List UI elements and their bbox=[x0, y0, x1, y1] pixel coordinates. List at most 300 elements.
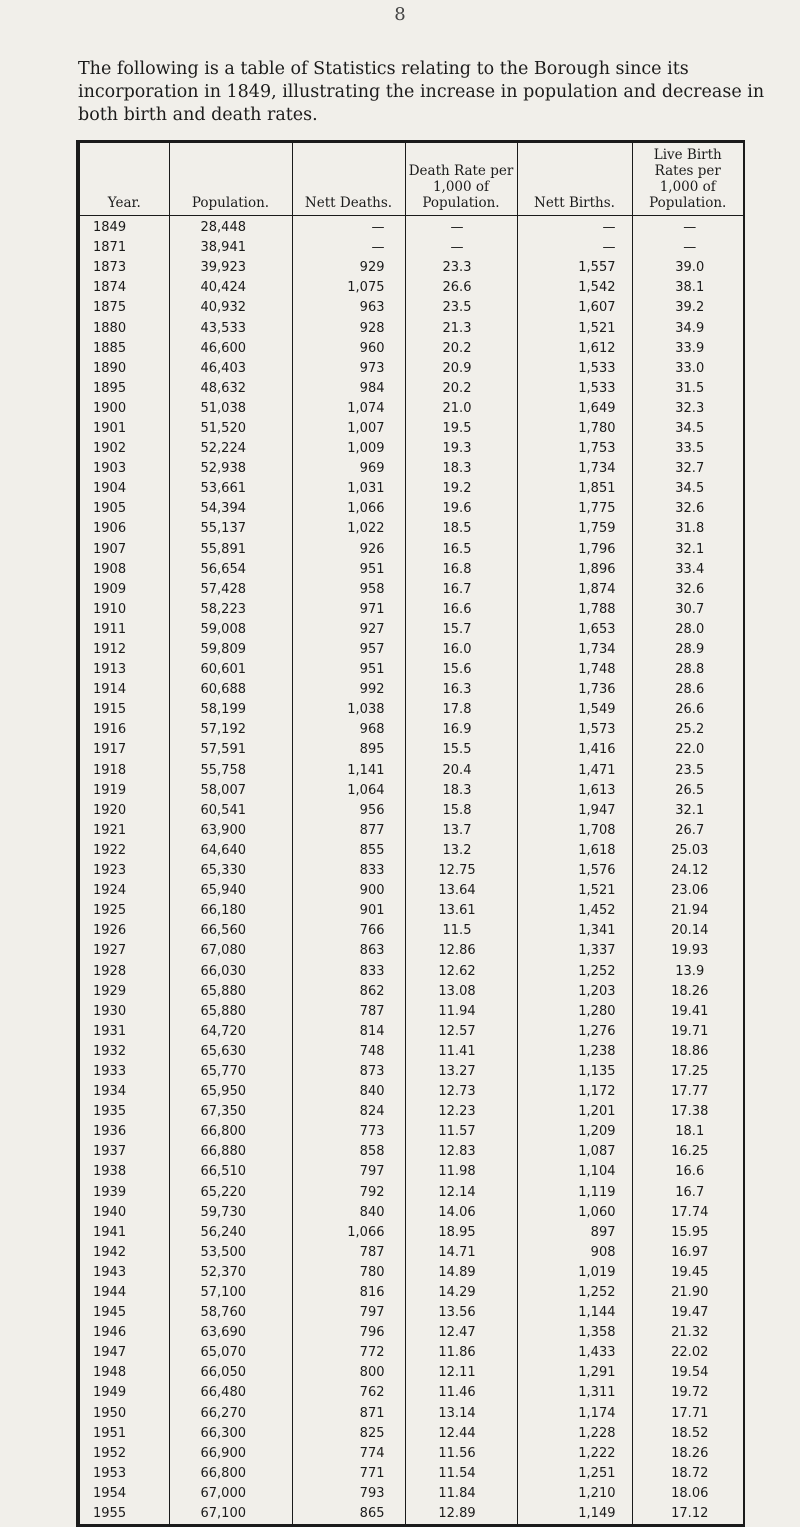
cell-year: 1923 bbox=[93, 863, 127, 879]
cell-nett-births: 1,896 bbox=[517, 560, 632, 580]
cell-death-rate: 15.8 bbox=[405, 801, 517, 821]
cell-population: 55,137 bbox=[169, 519, 292, 539]
cell-population: 54,394 bbox=[169, 499, 292, 519]
table-row bbox=[80, 781, 743, 801]
table-row bbox=[80, 379, 743, 399]
cell-population: 65,950 bbox=[169, 1082, 292, 1102]
cell-birth-rate: 25.2 bbox=[632, 720, 743, 740]
cell-nett-births: 1,135 bbox=[517, 1062, 632, 1082]
cell-nett-births: 1,416 bbox=[517, 740, 632, 760]
cell-population: 65,770 bbox=[169, 1062, 292, 1082]
cell-nett-deaths: 797 bbox=[292, 1162, 405, 1182]
cell-population: 46,600 bbox=[169, 339, 292, 359]
cell-population: 64,720 bbox=[169, 1022, 292, 1042]
cell-birth-rate: 32.1 bbox=[632, 801, 743, 821]
table-row bbox=[80, 1183, 743, 1203]
cell-population: 67,100 bbox=[169, 1504, 292, 1524]
cell-birth-rate: 18.72 bbox=[632, 1464, 743, 1484]
cell-death-rate: 16.5 bbox=[405, 540, 517, 560]
table-row bbox=[80, 740, 743, 760]
table-row bbox=[80, 499, 743, 519]
cell-nett-deaths: 1,066 bbox=[292, 499, 405, 519]
cell-birth-rate: 26.6 bbox=[632, 700, 743, 720]
cell-nett-deaths: 816 bbox=[292, 1283, 405, 1303]
cell-population: 60,601 bbox=[169, 660, 292, 680]
cell-death-rate: 20.2 bbox=[405, 379, 517, 399]
cell-nett-births: 1,280 bbox=[517, 1002, 632, 1022]
table-row bbox=[80, 761, 743, 781]
cell-birth-rate: 32.7 bbox=[632, 459, 743, 479]
cell-nett-births: 1,222 bbox=[517, 1444, 632, 1464]
cell-nett-births: 1,576 bbox=[517, 861, 632, 881]
cell-population: 60,541 bbox=[169, 801, 292, 821]
cell-year: 1931 bbox=[93, 1023, 127, 1039]
cell-year: 1920 bbox=[93, 802, 127, 818]
cell-death-rate: 26.6 bbox=[405, 278, 517, 298]
cell-nett-deaths: 787 bbox=[292, 1243, 405, 1263]
cell-year: 1903 bbox=[93, 461, 127, 477]
cell-death-rate: 12.62 bbox=[405, 961, 517, 981]
cell-birth-rate: 34.9 bbox=[632, 318, 743, 338]
cell-death-rate: — bbox=[405, 216, 517, 239]
cell-nett-births: 1,533 bbox=[517, 379, 632, 399]
cell-nett-births: 1,788 bbox=[517, 600, 632, 620]
cell-nett-deaths: 771 bbox=[292, 1464, 405, 1484]
cell-death-rate: 20.9 bbox=[405, 359, 517, 379]
cell-population: 57,192 bbox=[169, 720, 292, 740]
cell-death-rate: 13.7 bbox=[405, 821, 517, 841]
cell-nett-deaths: 774 bbox=[292, 1444, 405, 1464]
cell-nett-deaths: 863 bbox=[292, 941, 405, 961]
cell-year: 1935 bbox=[93, 1104, 127, 1120]
cell-population: 52,938 bbox=[169, 459, 292, 479]
cell-birth-rate: 18.86 bbox=[632, 1042, 743, 1062]
cell-population: 55,891 bbox=[169, 540, 292, 560]
cell-nett-births: 1,433 bbox=[517, 1343, 632, 1363]
cell-death-rate: 16.6 bbox=[405, 600, 517, 620]
cell-nett-deaths: 1,064 bbox=[292, 781, 405, 801]
cell-nett-births: 1,251 bbox=[517, 1464, 632, 1484]
cell-nett-births: 1,618 bbox=[517, 841, 632, 861]
cell-nett-births: 1,780 bbox=[517, 419, 632, 439]
cell-birth-rate: 28.0 bbox=[632, 620, 743, 640]
cell-year: 1921 bbox=[93, 822, 127, 838]
cell-population: 52,224 bbox=[169, 439, 292, 459]
cell-nett-deaths: 824 bbox=[292, 1102, 405, 1122]
cell-birth-rate: 19.47 bbox=[632, 1303, 743, 1323]
cell-birth-rate: 18.1 bbox=[632, 1122, 743, 1142]
cell-nett-births: 1,549 bbox=[517, 700, 632, 720]
cell-nett-deaths: 1,141 bbox=[292, 761, 405, 781]
cell-death-rate: 11.56 bbox=[405, 1444, 517, 1464]
cell-population: 66,560 bbox=[169, 921, 292, 941]
table-row bbox=[80, 278, 743, 298]
cell-year: 1924 bbox=[93, 883, 127, 899]
cell-population: 66,050 bbox=[169, 1363, 292, 1383]
cell-year: 1953 bbox=[93, 1465, 127, 1481]
cell-year: 1940 bbox=[93, 1204, 127, 1220]
cell-nett-births: 1,947 bbox=[517, 801, 632, 821]
cell-nett-births: 1,736 bbox=[517, 680, 632, 700]
cell-population: 51,520 bbox=[169, 419, 292, 439]
cell-population: 58,199 bbox=[169, 700, 292, 720]
cell-population: 39,923 bbox=[169, 258, 292, 278]
cell-population: 46,403 bbox=[169, 359, 292, 379]
cell-birth-rate: 17.38 bbox=[632, 1102, 743, 1122]
cell-nett-births: 1,573 bbox=[517, 720, 632, 740]
cell-death-rate: 18.95 bbox=[405, 1223, 517, 1243]
cell-nett-births: 1,276 bbox=[517, 1022, 632, 1042]
cell-year: 1943 bbox=[93, 1264, 127, 1280]
cell-birth-rate: 31.8 bbox=[632, 519, 743, 539]
table-row bbox=[80, 901, 743, 921]
cell-nett-deaths: 951 bbox=[292, 660, 405, 680]
cell-nett-births: 1,087 bbox=[517, 1142, 632, 1162]
table-row bbox=[80, 941, 743, 961]
table-row bbox=[80, 620, 743, 640]
cell-year: 1849 bbox=[93, 220, 127, 236]
cell-population: 66,800 bbox=[169, 1464, 292, 1484]
cell-nett-deaths: 855 bbox=[292, 841, 405, 861]
table-row bbox=[80, 1082, 743, 1102]
cell-population: 67,350 bbox=[169, 1102, 292, 1122]
cell-death-rate: 16.0 bbox=[405, 640, 517, 660]
table-row bbox=[80, 1464, 743, 1484]
cell-year: 1907 bbox=[93, 541, 127, 557]
table-row bbox=[80, 1383, 743, 1403]
table-body bbox=[80, 216, 743, 1525]
table-row bbox=[80, 1122, 743, 1142]
cell-nett-births: 1,311 bbox=[517, 1383, 632, 1403]
table-row bbox=[80, 238, 743, 258]
cell-population: 58,007 bbox=[169, 781, 292, 801]
cell-population: 57,100 bbox=[169, 1283, 292, 1303]
cell-population: 60,688 bbox=[169, 680, 292, 700]
cell-nett-deaths: 796 bbox=[292, 1323, 405, 1343]
cell-population: 66,510 bbox=[169, 1162, 292, 1182]
cell-year: 1938 bbox=[93, 1164, 127, 1180]
cell-year: 1873 bbox=[93, 260, 127, 276]
cell-year: 1916 bbox=[93, 722, 127, 738]
cell-death-rate: 23.3 bbox=[405, 258, 517, 278]
cell-nett-deaths: 833 bbox=[292, 961, 405, 981]
cell-nett-deaths: 971 bbox=[292, 600, 405, 620]
cell-population: 65,330 bbox=[169, 861, 292, 881]
cell-nett-deaths: 1,031 bbox=[292, 479, 405, 499]
cell-nett-births: 1,612 bbox=[517, 339, 632, 359]
cell-birth-rate: 25.03 bbox=[632, 841, 743, 861]
cell-death-rate: 21.0 bbox=[405, 399, 517, 419]
cell-nett-births: 1,851 bbox=[517, 479, 632, 499]
cell-death-rate: 15.5 bbox=[405, 740, 517, 760]
table-row bbox=[80, 439, 743, 459]
cell-death-rate: 12.75 bbox=[405, 861, 517, 881]
cell-birth-rate: 33.4 bbox=[632, 560, 743, 580]
cell-birth-rate: 28.6 bbox=[632, 680, 743, 700]
cell-population: 66,300 bbox=[169, 1424, 292, 1444]
cell-year: 1937 bbox=[93, 1144, 127, 1160]
cell-death-rate: 16.9 bbox=[405, 720, 517, 740]
cell-nett-deaths: 825 bbox=[292, 1424, 405, 1444]
cell-death-rate: 11.5 bbox=[405, 921, 517, 941]
table-row bbox=[80, 1102, 743, 1122]
cell-nett-births: 1,203 bbox=[517, 982, 632, 1002]
cell-year: 1951 bbox=[93, 1425, 127, 1441]
header-nett-births: Nett Births. bbox=[517, 143, 632, 216]
cell-birth-rate: 18.52 bbox=[632, 1424, 743, 1444]
cell-birth-rate: 16.6 bbox=[632, 1162, 743, 1182]
cell-nett-births: 1,452 bbox=[517, 901, 632, 921]
cell-death-rate: 23.5 bbox=[405, 298, 517, 318]
cell-population: 65,070 bbox=[169, 1343, 292, 1363]
cell-birth-rate: 26.7 bbox=[632, 821, 743, 841]
table-row bbox=[80, 821, 743, 841]
header-population: Population. bbox=[169, 143, 292, 216]
cell-birth-rate: 16.25 bbox=[632, 1142, 743, 1162]
cell-nett-deaths: 772 bbox=[292, 1343, 405, 1363]
cell-population: 59,008 bbox=[169, 620, 292, 640]
cell-nett-deaths: 956 bbox=[292, 801, 405, 821]
table-row bbox=[80, 841, 743, 861]
header-year: Year. bbox=[80, 143, 169, 216]
table-row bbox=[80, 881, 743, 901]
cell-nett-deaths: 833 bbox=[292, 861, 405, 881]
cell-nett-deaths: 963 bbox=[292, 298, 405, 318]
cell-population: 66,900 bbox=[169, 1444, 292, 1464]
cell-year: 1911 bbox=[93, 621, 127, 637]
cell-nett-deaths: 793 bbox=[292, 1484, 405, 1504]
cell-nett-births: 1,775 bbox=[517, 499, 632, 519]
cell-population: 40,932 bbox=[169, 298, 292, 318]
cell-population: 48,632 bbox=[169, 379, 292, 399]
cell-death-rate: 12.83 bbox=[405, 1142, 517, 1162]
cell-death-rate: 12.89 bbox=[405, 1504, 517, 1524]
cell-nett-births: 1,149 bbox=[517, 1504, 632, 1524]
cell-nett-deaths: 926 bbox=[292, 540, 405, 560]
cell-nett-deaths: 1,007 bbox=[292, 419, 405, 439]
cell-death-rate: 11.98 bbox=[405, 1162, 517, 1182]
cell-birth-rate: 13.9 bbox=[632, 961, 743, 981]
cell-birth-rate: 26.5 bbox=[632, 781, 743, 801]
cell-population: 58,760 bbox=[169, 1303, 292, 1323]
cell-nett-births: 1,238 bbox=[517, 1042, 632, 1062]
cell-population: 59,809 bbox=[169, 640, 292, 660]
cell-death-rate: 19.3 bbox=[405, 439, 517, 459]
table-row bbox=[80, 801, 743, 821]
cell-death-rate: 19.2 bbox=[405, 479, 517, 499]
cell-birth-rate: 31.5 bbox=[632, 379, 743, 399]
table-row bbox=[80, 982, 743, 1002]
cell-birth-rate: 23.5 bbox=[632, 761, 743, 781]
cell-nett-deaths: 901 bbox=[292, 901, 405, 921]
cell-year: 1926 bbox=[93, 923, 127, 939]
cell-death-rate: 11.57 bbox=[405, 1122, 517, 1142]
cell-birth-rate: 18.06 bbox=[632, 1484, 743, 1504]
cell-birth-rate: — bbox=[632, 216, 743, 239]
cell-birth-rate: 32.1 bbox=[632, 540, 743, 560]
cell-birth-rate: 17.25 bbox=[632, 1062, 743, 1082]
cell-nett-deaths: 862 bbox=[292, 982, 405, 1002]
cell-death-rate: 13.27 bbox=[405, 1062, 517, 1082]
cell-year: 1945 bbox=[93, 1305, 127, 1321]
cell-death-rate: 17.8 bbox=[405, 700, 517, 720]
cell-nett-births: 1,210 bbox=[517, 1484, 632, 1504]
cell-birth-rate: 19.72 bbox=[632, 1383, 743, 1403]
cell-population: 65,220 bbox=[169, 1183, 292, 1203]
cell-year: 1908 bbox=[93, 561, 127, 577]
cell-nett-deaths: 780 bbox=[292, 1263, 405, 1283]
cell-birth-rate: 16.7 bbox=[632, 1183, 743, 1203]
cell-year: 1919 bbox=[93, 782, 127, 798]
cell-death-rate: 12.57 bbox=[405, 1022, 517, 1042]
cell-population: 65,630 bbox=[169, 1042, 292, 1062]
cell-nett-deaths: 1,075 bbox=[292, 278, 405, 298]
cell-death-rate: 16.7 bbox=[405, 580, 517, 600]
cell-year: 1954 bbox=[93, 1485, 127, 1501]
statistics-table bbox=[76, 140, 745, 1527]
cell-year: 1880 bbox=[93, 320, 127, 336]
cell-year: 1904 bbox=[93, 481, 127, 497]
cell-year: 1932 bbox=[93, 1043, 127, 1059]
cell-birth-rate: 39.0 bbox=[632, 258, 743, 278]
table-row bbox=[80, 1042, 743, 1062]
cell-nett-births: 1,119 bbox=[517, 1183, 632, 1203]
cell-population: 51,038 bbox=[169, 399, 292, 419]
cell-death-rate: 19.5 bbox=[405, 419, 517, 439]
cell-population: 57,428 bbox=[169, 580, 292, 600]
cell-population: 66,880 bbox=[169, 1142, 292, 1162]
cell-year: 1885 bbox=[93, 340, 127, 356]
table-row bbox=[80, 359, 743, 379]
cell-population: 53,661 bbox=[169, 479, 292, 499]
cell-population: 59,730 bbox=[169, 1203, 292, 1223]
cell-nett-deaths: 787 bbox=[292, 1002, 405, 1022]
table-row bbox=[80, 1504, 743, 1524]
cell-birth-rate: — bbox=[632, 238, 743, 258]
cell-nett-births: 1,613 bbox=[517, 781, 632, 801]
cell-population: 43,533 bbox=[169, 318, 292, 338]
cell-year: 1901 bbox=[93, 420, 127, 436]
cell-birth-rate: 17.12 bbox=[632, 1504, 743, 1524]
cell-nett-births: 1,796 bbox=[517, 540, 632, 560]
cell-death-rate: 11.54 bbox=[405, 1464, 517, 1484]
cell-birth-rate: 32.6 bbox=[632, 499, 743, 519]
cell-birth-rate: 19.45 bbox=[632, 1263, 743, 1283]
cell-nett-births: 1,252 bbox=[517, 1283, 632, 1303]
cell-death-rate: 13.61 bbox=[405, 901, 517, 921]
table-row bbox=[80, 680, 743, 700]
cell-population: 65,880 bbox=[169, 982, 292, 1002]
cell-population: 56,654 bbox=[169, 560, 292, 580]
cell-birth-rate: 17.71 bbox=[632, 1404, 743, 1424]
cell-nett-deaths: 927 bbox=[292, 620, 405, 640]
cell-nett-births: 1,542 bbox=[517, 278, 632, 298]
table-row bbox=[80, 1263, 743, 1283]
cell-nett-deaths: 1,066 bbox=[292, 1223, 405, 1243]
cell-nett-deaths: 871 bbox=[292, 1404, 405, 1424]
cell-nett-deaths: 877 bbox=[292, 821, 405, 841]
table-row bbox=[80, 1343, 743, 1363]
cell-year: 1910 bbox=[93, 601, 127, 617]
table-row bbox=[80, 1142, 743, 1162]
table-row bbox=[80, 519, 743, 539]
table-row bbox=[80, 1062, 743, 1082]
cell-birth-rate: 22.02 bbox=[632, 1343, 743, 1363]
cell-year: 1936 bbox=[93, 1124, 127, 1140]
table-row bbox=[80, 861, 743, 881]
cell-birth-rate: 22.0 bbox=[632, 740, 743, 760]
cell-nett-deaths: 929 bbox=[292, 258, 405, 278]
cell-birth-rate: 33.5 bbox=[632, 439, 743, 459]
table-row bbox=[80, 560, 743, 580]
cell-population: 58,223 bbox=[169, 600, 292, 620]
cell-nett-deaths: 928 bbox=[292, 318, 405, 338]
table-row bbox=[80, 318, 743, 338]
cell-nett-deaths: 840 bbox=[292, 1082, 405, 1102]
table-row bbox=[80, 921, 743, 941]
cell-population: 55,758 bbox=[169, 761, 292, 781]
cell-nett-births: 1,607 bbox=[517, 298, 632, 318]
header-nett-deaths: Nett Deaths. bbox=[292, 143, 405, 216]
cell-population: 67,080 bbox=[169, 941, 292, 961]
cell-population: 65,940 bbox=[169, 881, 292, 901]
cell-birth-rate: 21.90 bbox=[632, 1283, 743, 1303]
table-row bbox=[80, 580, 743, 600]
table-row bbox=[80, 298, 743, 318]
cell-population: 64,640 bbox=[169, 841, 292, 861]
cell-year: 1949 bbox=[93, 1385, 127, 1401]
cell-population: 63,900 bbox=[169, 821, 292, 841]
cell-death-rate: 14.71 bbox=[405, 1243, 517, 1263]
cell-nett-births: 1,653 bbox=[517, 620, 632, 640]
cell-nett-deaths: 797 bbox=[292, 1303, 405, 1323]
cell-nett-births: 1,228 bbox=[517, 1424, 632, 1444]
cell-population: 66,030 bbox=[169, 961, 292, 981]
cell-nett-births: 1,759 bbox=[517, 519, 632, 539]
cell-death-rate: 16.3 bbox=[405, 680, 517, 700]
cell-year: 1906 bbox=[93, 521, 127, 537]
table-row bbox=[80, 600, 743, 620]
cell-death-rate: 20.4 bbox=[405, 761, 517, 781]
cell-birth-rate: 21.32 bbox=[632, 1323, 743, 1343]
table-row bbox=[80, 720, 743, 740]
cell-birth-rate: 38.1 bbox=[632, 278, 743, 298]
cell-year: 1922 bbox=[93, 842, 127, 858]
cell-nett-births: 897 bbox=[517, 1223, 632, 1243]
cell-birth-rate: 33.9 bbox=[632, 339, 743, 359]
cell-death-rate: 14.06 bbox=[405, 1203, 517, 1223]
cell-birth-rate: 18.26 bbox=[632, 982, 743, 1002]
cell-birth-rate: 16.97 bbox=[632, 1243, 743, 1263]
intro-paragraph: The following is a table of Statistics relating to the Borough since its incorporation in 1849, illustrating the increase in population and decrease in both birth and death rates. bbox=[78, 59, 765, 125]
cell-population: 66,800 bbox=[169, 1122, 292, 1142]
cell-birth-rate: 17.74 bbox=[632, 1203, 743, 1223]
table-row bbox=[80, 1162, 743, 1182]
cell-death-rate: 11.84 bbox=[405, 1484, 517, 1504]
cell-nett-births: 1,341 bbox=[517, 921, 632, 941]
cell-nett-deaths: 1,009 bbox=[292, 439, 405, 459]
table-row bbox=[80, 339, 743, 359]
cell-nett-deaths: 958 bbox=[292, 580, 405, 600]
cell-nett-births: — bbox=[517, 216, 632, 239]
cell-nett-births: 908 bbox=[517, 1243, 632, 1263]
cell-year: 1875 bbox=[93, 300, 127, 316]
cell-nett-deaths: 766 bbox=[292, 921, 405, 941]
cell-year: 1913 bbox=[93, 662, 127, 678]
cell-nett-deaths: 895 bbox=[292, 740, 405, 760]
cell-nett-births: 1,521 bbox=[517, 318, 632, 338]
cell-death-rate: 11.46 bbox=[405, 1383, 517, 1403]
